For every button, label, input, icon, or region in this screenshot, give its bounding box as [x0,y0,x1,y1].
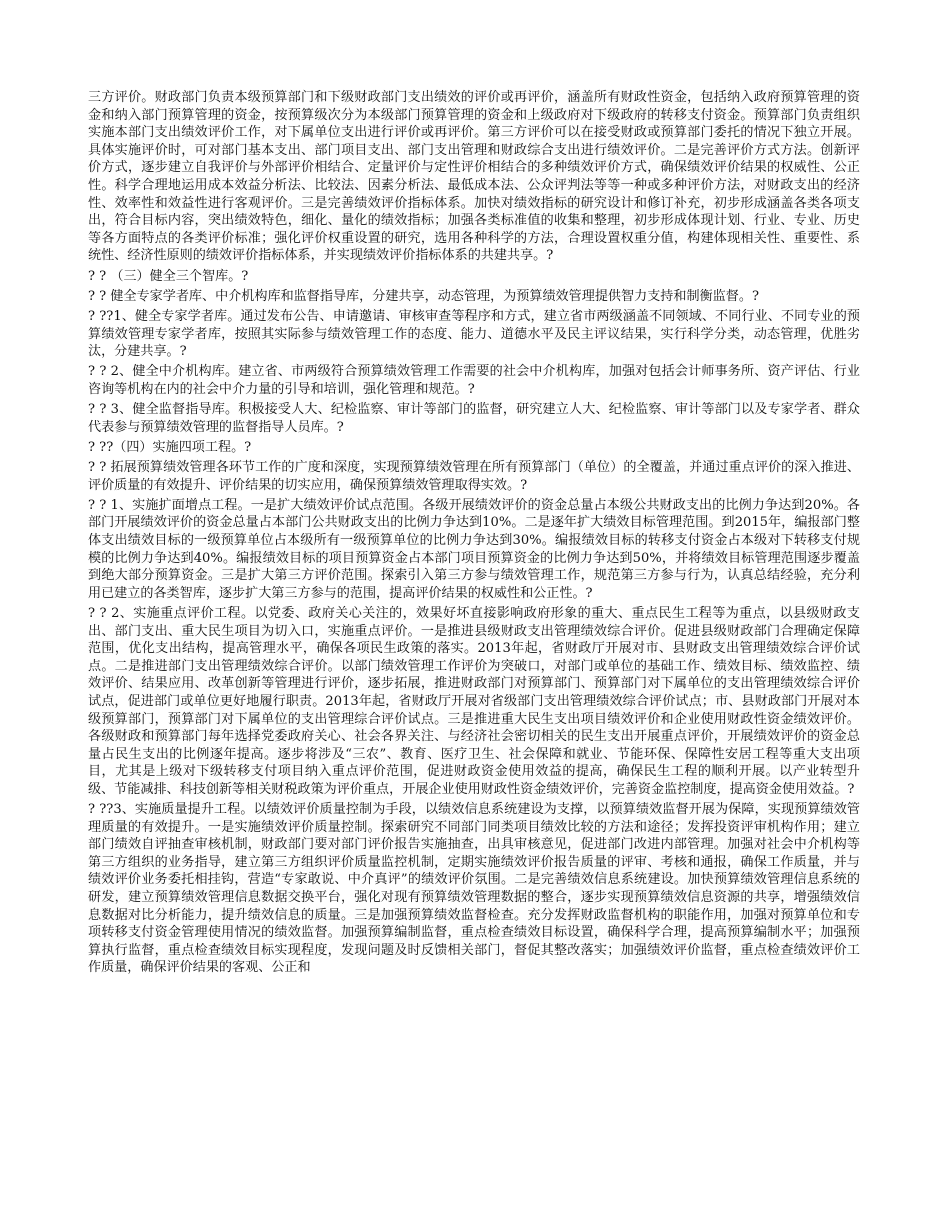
paragraph-quality-project: ? ??3、实施质量提升工程。以绩效评价质量控制为手段，以绩效信息系统建设为支撑，以预算绩效监督开展为保障，实现预算绩效管理质量的有效提升。一是实施绩效评价质量控制。探索研究不同部门同类项目绩效比较的方法和途径；发挥投资评审机构作用；建立部门绩效自评抽查审核机制，财政部门要对部门评价报告实施抽查，出具审核意见，促进部门改进内部管理。加强对社会中介机构等第三方组织的业务指导，建立第三方组织评价质量监控机制，定期实施绩效评价报告质量的评审、考核和通报，确保工作质量，并与绩效评价业务委托相挂钩，营造“专家敢说、中介真评”的绩效评价氛围。二是完善绩效信息系统建设。加快预算绩效管理信息系统的研发，建立预算绩效管理信息数据交换平台，强化对现有预算绩效管理数据的整合，逐步实现预算绩效信息资源的共享，增强绩效信息数据对比分析能力，提升绩效信息的质量。三是加强预算绩效监督检查。充分发挥财政监督机构的职能作用，加强对预算单位和专项转移支付资金管理使用情况的绩效监督。加强预算编制监督，重点检查绩效目标设置，确保科学合理，提高预算编制水平；加强预算执行监督，重点检查绩效目标实现程度，发现问题及时反馈相关部门，督促其整改落实；加强绩效评价监督，重点检查绩效评价工作质量，确保评价结果的客观、公正和 [88,802,860,976]
paragraph-think-tanks-intro: ? ? 健全专家学者库、中介机构库和监督指导库，分建共享，动态管理，为预算绩效管理提供智力支持和制衡监督。? [88,288,759,304]
paragraph-supervision-library: ? ? 3、健全监督指导库。积极接受人大、纪检监察、审计等部门的监督，研究建立人大、纪检监察、审计等部门以及专家学者、群众代表参与预算绩效管理的监督指导人员库。? [88,402,860,435]
document-body [88,89,860,980]
heading-three-think-tanks: ? ? （三）健全三个智库。? [88,268,249,284]
paragraph-third-party-evaluation: 三方评价。财政部门负责本级预算部门和下级财政部门支出绩效的评价或再评价，涵盖所有财政性资金，包括纳入政府预算管理的资金和纳入部门预算管理的资金，按预算级次分为本级部门预算管理的资金和上级政府对下级政府的转移支付资金。预算部门负责组织实施本部门支出绩效评价工作，对下属单位支出进行评价或再评价。第三方评价可以在接受财政或预算部门委托的情况下独立开展。具体实施评价时，可对部门基本支出、部门项目支出、部门支出管理和财政综合支出进行绩效评价。二是完善评价方式方法。创新评价方式，逐步建立自我评价与外部评价相结合、定量评价与定性评价相结合的多种绩效评价方式，确保绩效评价结果的权威性、公正性。科学合理地运用成本效益分析法、比较法、因素分析法、最低成本法、公众评判法等等一种或多种评价方法，对财政支出的经济性、效率性和效益性进行客观评价。三是完善绩效评价指标体系。加快对绩效指标的研究设计和修订补充，初步形成涵盖各类各项支出，符合目标内容，突出绩效特色，细化、量化的绩效指标；加强各类标准值的收集和整理，初步形成体现计划、行业、专业、历史等各方面特点的各类评价标准；强化评价权重设置的研究，选用各种科学的方法，合理设置权重分值，构建体现相关性、重要性、系统性、经济性原则的绩效评价指标体系，并实现绩效评价指标体系的共建共享。? [88,90,860,264]
paragraph-agency-library: ? ? 2、健全中介机构库。建立省、市两级符合预算绩效管理工作需要的社会中介机构库，加强对包括会计师事务所、资产评估、行业咨询等机构在内的社会中介力量的引导和培训，强化管理和规范。? [88,364,860,397]
paragraph-four-projects-intro: ? ? 拓展预算绩效管理各环节工作的广度和深度，实现预算绩效管理在所有预算部门（单位）的全覆盖，并通过重点评价的深入推进、评价质量的有效提升、评价结果的切实应用，确保预算绩效管理取得实效。? [88,460,860,493]
heading-four-projects: ? ??（四）实施四项工程。? [88,439,252,455]
paragraph-expert-library: ? ??1、健全专家学者库。通过发布公告、申请邀请、审核审查等程序和方式，建立省市两级涵盖不同领域、不同行业、不同专业的预算绩效管理专家学者库，按照其实际参与绩效管理工作的态度、能力、道德水平及民主评议结果，实行科学分类，动态管理，优胜劣汰，分建共享。? [88,308,860,360]
paragraph-key-evaluation-project: ? ? 2、实施重点评价工程。以党委、政府关心关注的，效果好坏直接影响政府形象的重大、重点民生工程等为重点，以县级财政支出、部门支出、重大民生项目为切入口，实施重点评价。一是推进县级财政支出管理绩效综合评价。促进县级财政部门合理确定保障范围，优化支出结构，提高管理水平，确保各项民生政策的落实。2013年起，省财政厅开展对市、县财政支出管理绩效综合评价试点。二是推进部门支出管理绩效综合评价。以部门绩效管理工作评价为突破口，对部门或单位的基础工作、绩效目标、绩效监控、绩效评价、结果应用、改革创新等管理进行评价，逐步拓展，推进财政部门对预算部门、预算部门对下属单位的支出管理绩效综合评价试点，促进部门或单位更好地履行职责。2013年起，省财政厅开展对省级部门支出管理绩效综合评价试点；市、县财政部门开展对本级预算部门，预算部门对下属单位的支出管理综合评价试点。三是推进重大民生支出项目绩效评价和企业使用财政性资金绩效评价。各级财政和预算部门每年选择党委政府关心、社会各界关注、与经济社会密切相关的民生支出开展重点评价，开展绩效评价的资金总量占民生支出的比例逐年提高。逐步将涉及“三农”、教育、医疗卫生、社会保障和就业、节能环保、保障性安居工程等重大支出项目，尤其是上级对下级转移支付项目纳入重点评价范围，促进财政资金使用效益的提高，确保民生工程的顺利开展。以产业转型升级、节能减排、科技创新等相关财税政策为评价重点，开展企业使用财政性资金绩效评价，完善资金监控制度，提高资金使用效益。? [88,605,860,797]
paragraph-expansion-project: ? ? 1、实施扩面增点工程。一是扩大绩效评价试点范围。各级开展绩效评价的资金总量占本级公共财政支出的比例力争达到20%。各部门开展绩效评价的资金总量占本部门公共财政支出的比例力争达到10%。二是逐年扩大绩效目标管理范围。到2015年，编报部门整体支出绩效目标的一级预算单位占本级所有一级预算单位的比例力争达到30%。编报绩效目标的转移支付资金占本级对下转移支付规模的比例力争达到40%。编报绩效目标的项目预算资金占本部门项目预算资金的比例力争达到50%，并将绩效目标管理范围逐步覆盖到绝大部分预算资金。三是扩大第三方评价范围。探索引入第三方参与绩效管理工作，规范第三方参与行为，认真总结经验，充分利用已建立的各类智库，逐步扩大第三方参与的范围，提高评价结果的权威性和公正性。? [88,497,860,601]
